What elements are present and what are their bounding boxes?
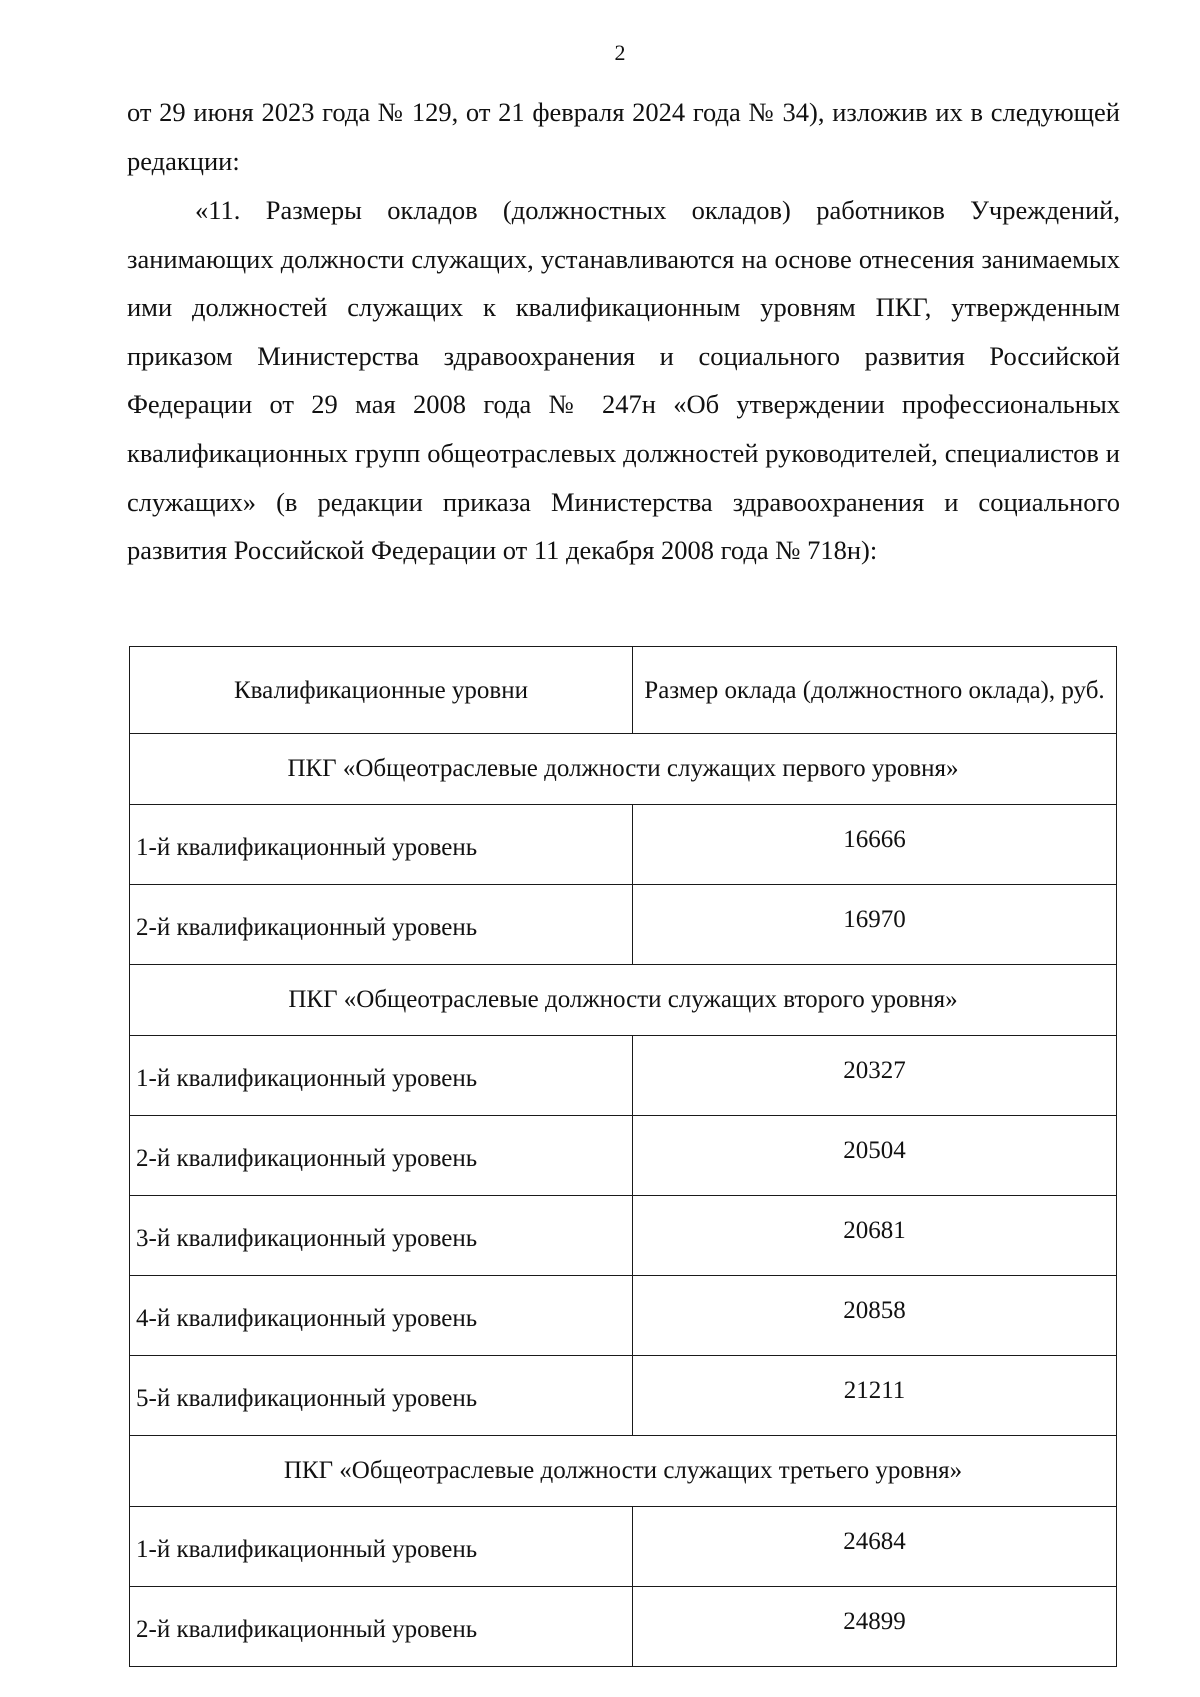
table-header-row [130, 647, 1117, 734]
salary-value-cell: 24684 [633, 1507, 1117, 1587]
salary-value-cell: 21211 [633, 1356, 1117, 1436]
table-row [130, 1036, 1117, 1116]
qualification-level-cell: 1-й квалификационный уровень [130, 1036, 633, 1116]
table-row [130, 1587, 1117, 1667]
page-number: 2 [614, 40, 626, 65]
qualification-level-cell: 3-й квалификационный уровень [130, 1196, 633, 1276]
qualification-level-cell: 1-й квалификационный уровень [130, 805, 633, 885]
table-row [130, 1116, 1117, 1196]
table-row [130, 1356, 1117, 1436]
table-row [130, 1196, 1117, 1276]
salary-value-cell: 20858 [633, 1276, 1117, 1356]
qualification-level-cell: 2-й квалификационный уровень [130, 1587, 633, 1667]
qualification-level-cell: 2-й квалификационный уровень [130, 885, 633, 965]
salary-value-cell: 20327 [633, 1036, 1117, 1116]
qualification-level-cell: 4-й квалификационный уровень [130, 1276, 633, 1356]
intro-paragraph-block [127, 88, 1120, 185]
qualification-level-cell: 1-й квалификационный уровень [130, 1507, 633, 1587]
group-title: ПКГ «Общеотраслевые должности служащих первого уровня» [130, 734, 1117, 805]
group-row [130, 734, 1117, 805]
intro-paragraph: от 29 июня 2023 года № 129, от 21 февраля 2024 года № 34), изложив их в следующей редакции: [127, 97, 1120, 176]
group-row [130, 1436, 1117, 1507]
clause-paragraph-block [127, 186, 1120, 575]
salary-value-cell: 20504 [633, 1116, 1117, 1196]
header-salary-size: Размер оклада (должностного оклада), руб. [633, 647, 1117, 734]
salary-value-cell: 16666 [633, 805, 1117, 885]
table-row [130, 885, 1117, 965]
clause-11-paragraph: «11. Размеры окладов (должностных окладов) работников Учреждений, занимающих должности служащих, устанавливаются на основе отнесения занимаемых ими должностей служащих к квалификационным уровням ПКГ, утвержденным приказом Министерства здравоохранения и социального развития Российской Федерации от 29 мая 2008 года № 247н «Об утверждении профессиональных квалификационных групп общеотраслевых должностей руководителей, специалистов и служащих» (в редакции приказа Министерства здравоохранения и социального развития Российской Федерации от 11 декабря 2008 года № 718н): [127, 195, 1120, 566]
salary-value-cell: 16970 [633, 885, 1117, 965]
group-title: ПКГ «Общеотраслевые должности служащих третьего уровня» [130, 1436, 1117, 1507]
salary-value-cell: 20681 [633, 1196, 1117, 1276]
table-row [130, 1276, 1117, 1356]
qualification-level-cell: 2-й квалификационный уровень [130, 1116, 633, 1196]
group-title: ПКГ «Общеотраслевые должности служащих второго уровня» [130, 965, 1117, 1036]
salary-value-cell: 24899 [633, 1587, 1117, 1667]
qualification-level-cell: 5-й квалификационный уровень [130, 1356, 633, 1436]
salary-table [129, 646, 1117, 1667]
group-row [130, 965, 1117, 1036]
table-row [130, 1507, 1117, 1587]
header-qualification-levels: Квалификационные уровни [130, 647, 633, 734]
table-row [130, 805, 1117, 885]
